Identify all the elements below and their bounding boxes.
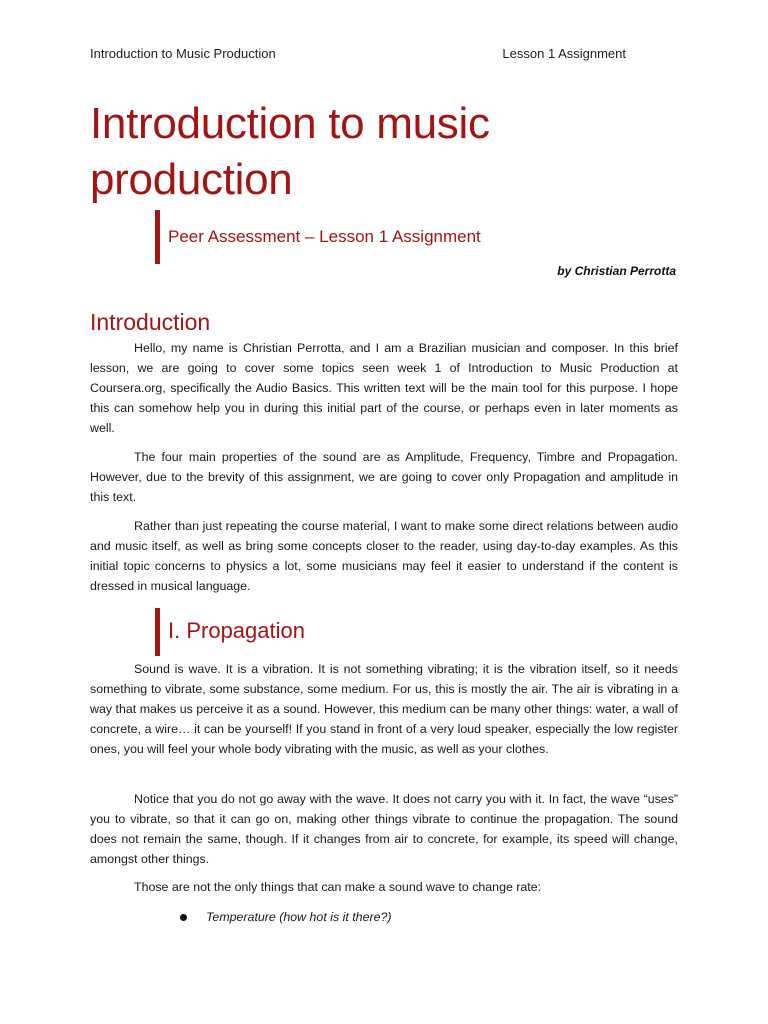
header-course-name: Introduction to Music Production xyxy=(90,46,276,61)
paragraph-text: The four main properties of the sound are as Amplitude, Frequency, Timbre and Propagation. However, due to the brevity of this assignment, we are going to cover only Propagation and amplitude in this text. xyxy=(90,450,678,504)
introduction-heading: Introduction xyxy=(90,309,211,335)
section-accent-bar xyxy=(155,608,160,656)
subtitle-block xyxy=(155,210,481,264)
intro-paragraph-2 xyxy=(90,447,678,507)
list-item-text: Temperature (how hot is it there?) xyxy=(206,910,392,924)
title-line-1: Introduction to music xyxy=(90,99,490,148)
header-lesson-label: Lesson 1 Assignment xyxy=(502,46,626,61)
bullet-dot-icon xyxy=(180,914,187,921)
paragraph-text: Hello, my name is Christian Perrotta, and I am a Brazilian musician and composer. In this brief lesson, we are going to cover some topics seen week 1 of Introduction to Music Production at Coursera.org, specifically the Audio Basics. This written text will be the main tool for this purpose. I hope this can somehow help you in during this initial part of the course, or perhaps even in later moments as well. xyxy=(90,341,678,435)
propagation-paragraph-1 xyxy=(90,659,678,759)
paragraph-text: Rather than just repeating the course material, I want to make some direct relations between audio and music itself, as well as bring some concepts closer to the reader, using day-to-day examples. As this initial topic concerns to physics a lot, some musicians may feel it easier to understand if the content is dressed in musical language. xyxy=(90,519,678,593)
paragraph-text: Sound is wave. It is a vibration. It is not something vibrating; it is the vibration itself, so it needs something to vibrate, some substance, some medium. For us, this is mostly the air. The air is vibrating in a way that makes us perceive it as a sound. However, this medium can be many other things: water, a wall of concrete, a wire… it can be yourself! If you stand in front of a very loud speaker, especially the low register ones, you will feel your whole body vibrating with the music, as well as your clothes. xyxy=(90,662,678,756)
propagation-paragraph-2 xyxy=(90,789,678,869)
paragraph-text: Notice that you do not go away with the wave. It does not carry you with it. In fact, the wave “uses” you to vibrate, so that it can go on, making other things vibrate to continue the propagation. The sound does not remain the same, though. If it changes from air to concrete, for example, its speed will change, amongst other things. xyxy=(90,792,678,866)
propagation-paragraph-3 xyxy=(90,877,678,897)
intro-paragraph-3 xyxy=(90,516,678,596)
running-header xyxy=(90,46,626,61)
propagation-heading-block xyxy=(155,608,305,656)
propagation-heading: I. Propagation xyxy=(168,618,305,643)
document-title xyxy=(90,96,650,208)
rate-factors-list xyxy=(180,910,392,924)
intro-paragraph-1 xyxy=(90,338,678,438)
paragraph-text: Those are not the only things that can make a sound wave to change rate: xyxy=(134,880,542,894)
list-item xyxy=(180,910,392,924)
subtitle-accent-bar xyxy=(155,210,160,264)
title-line-2: production xyxy=(90,155,293,204)
document-subtitle: Peer Assessment – Lesson 1 Assignment xyxy=(168,227,481,246)
author-byline: by Christian Perrotta xyxy=(557,264,676,278)
